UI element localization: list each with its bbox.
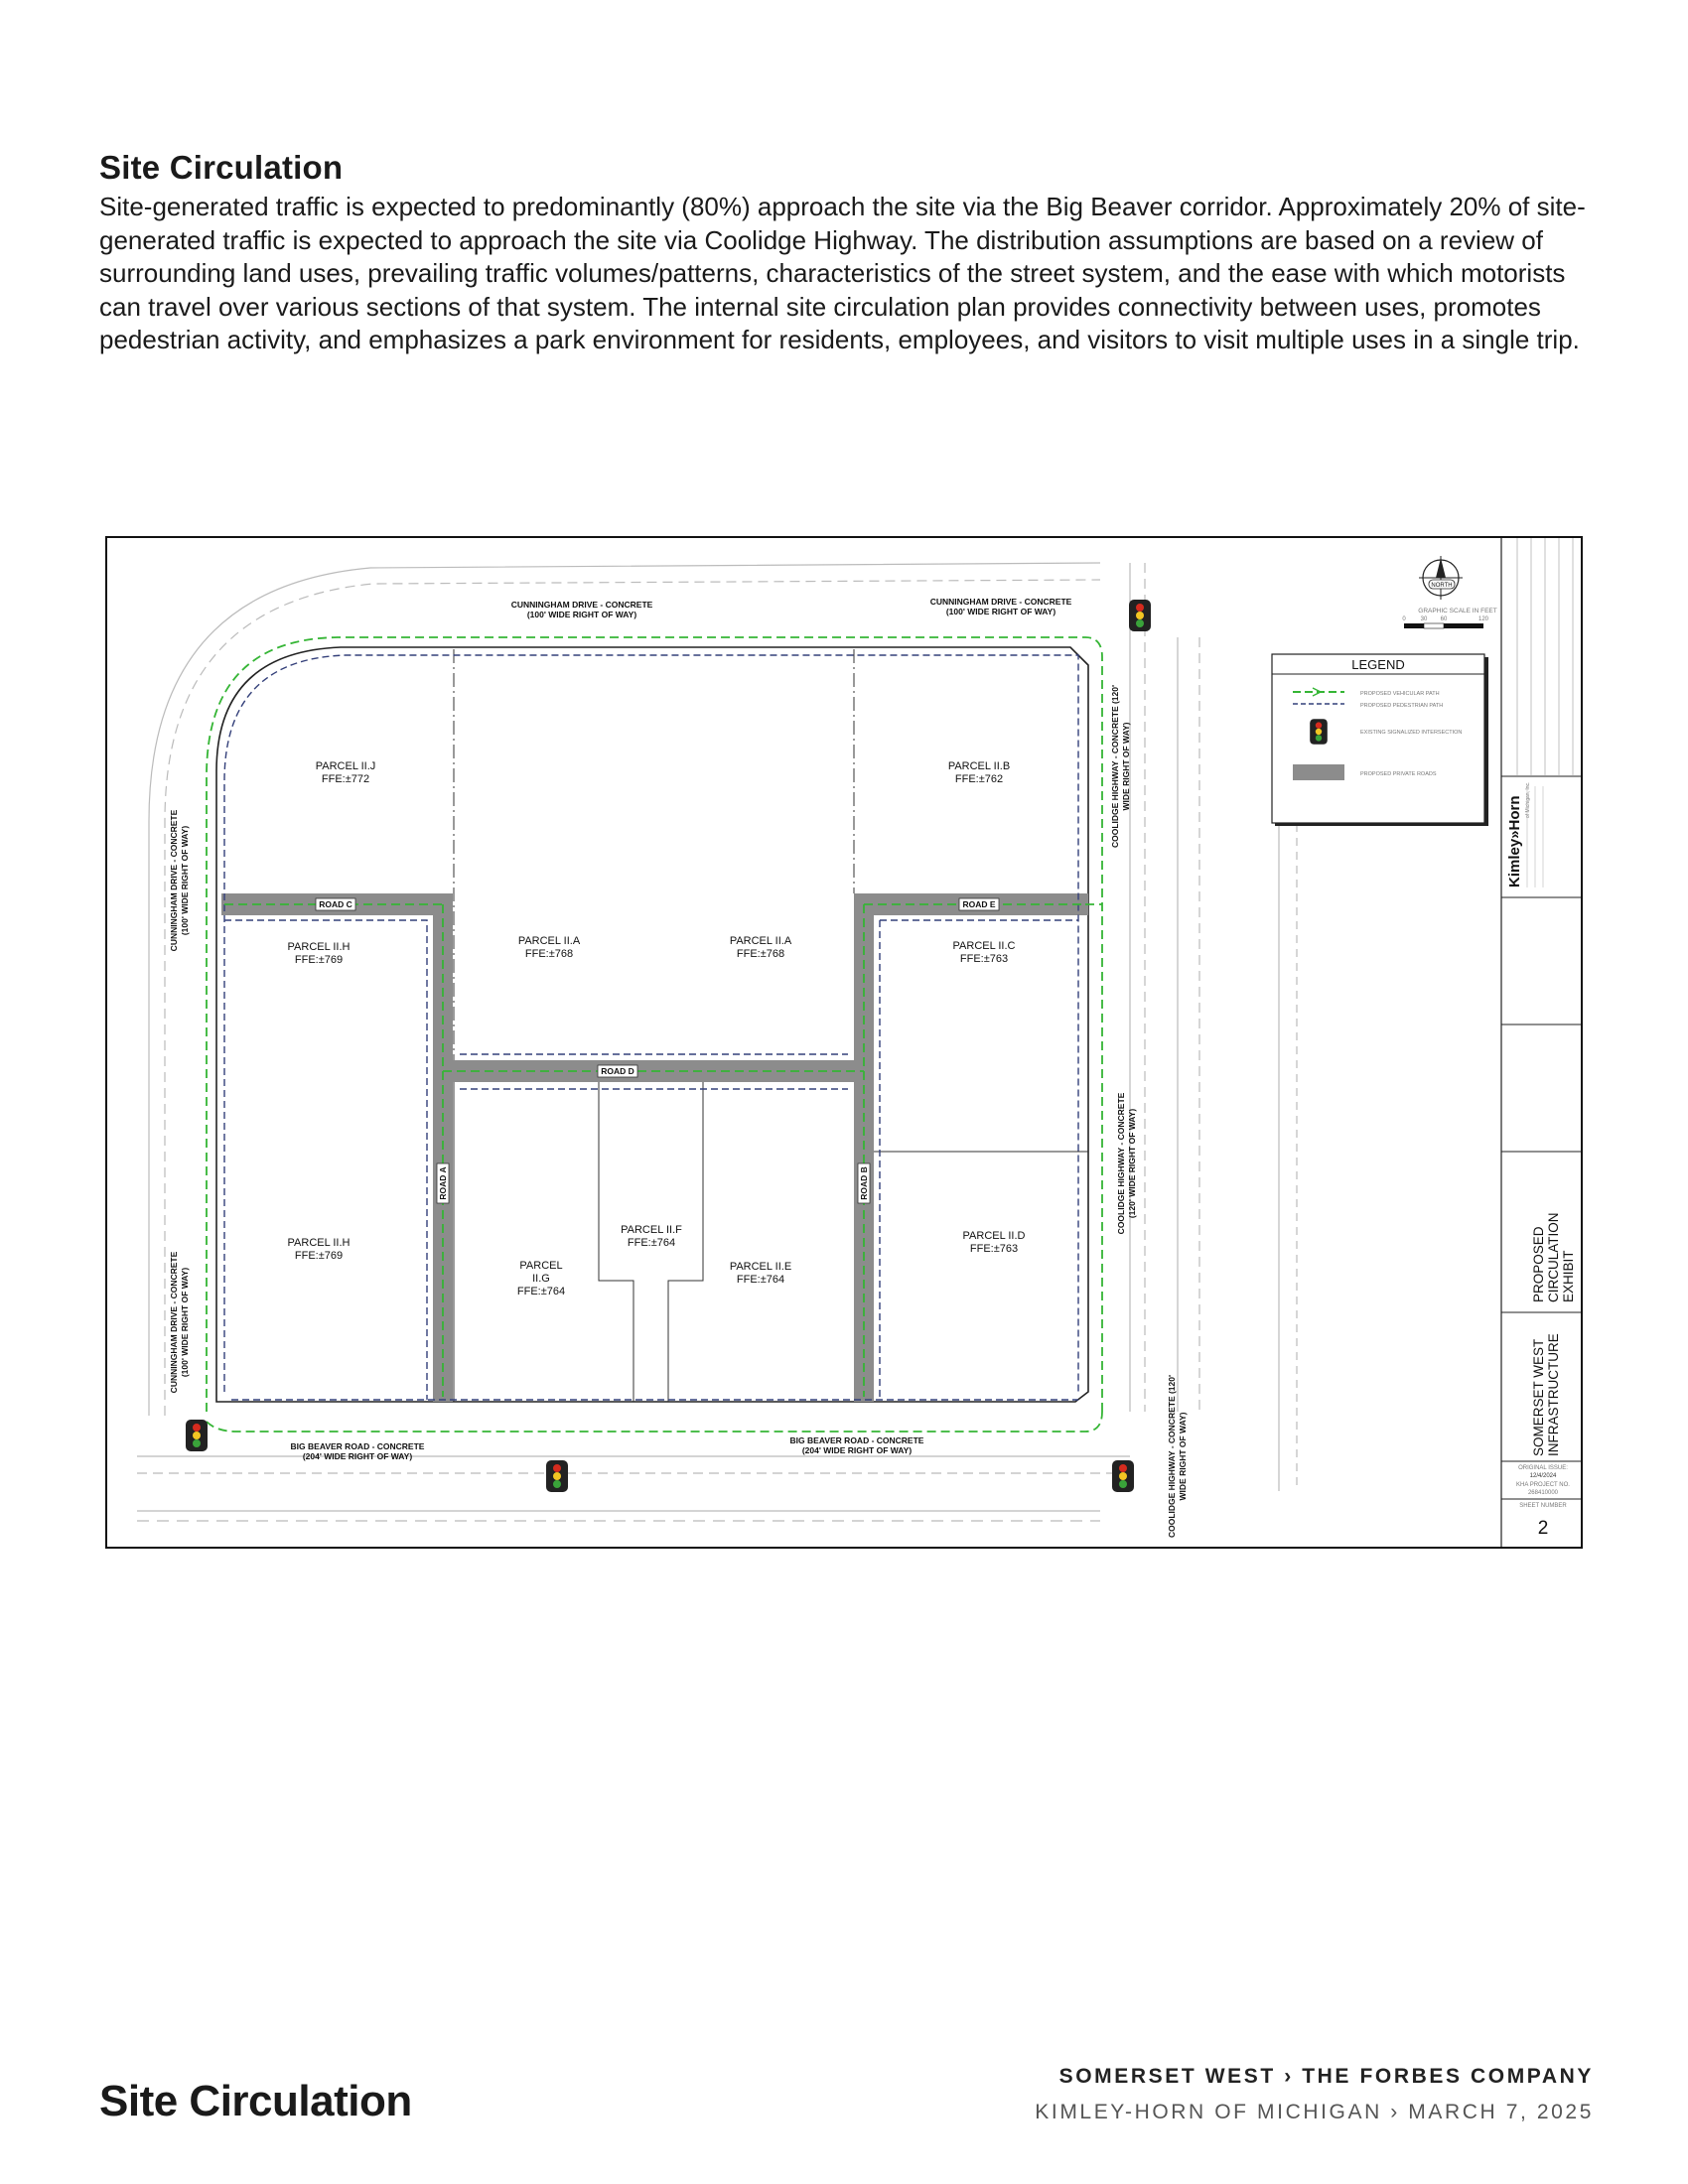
legend-item: PROPOSED PRIVATE ROADS [1360, 771, 1437, 777]
street-label: (100' WIDE RIGHT OF WAY) [945, 607, 1056, 616]
street-label: COOLIDGE HIGHWAY - CONCRETE (120' [1167, 1374, 1177, 1539]
svg-text:PARCEL II.A: PARCEL II.A [517, 935, 581, 947]
svg-text:PARCEL II.E: PARCEL II.E [729, 1261, 792, 1273]
street-label: BIG BEAVER ROAD - CONCRETE [789, 1435, 924, 1445]
svg-text:FFE:±772: FFE:±772 [321, 773, 370, 785]
private-roads [221, 893, 1088, 1402]
parcel-label-h [288, 941, 351, 966]
footer-title: Site Circulation [99, 2077, 412, 2125]
svg-text:PARCEL II.F: PARCEL II.F [621, 1224, 682, 1236]
traffic-signal-icon [1112, 1460, 1134, 1492]
svg-text:PARCEL II.H: PARCEL II.H [287, 1237, 351, 1249]
svg-text:FFE:±769: FFE:±769 [294, 1250, 344, 1262]
parcel-label-a [518, 935, 581, 960]
traffic-signal-icon [1129, 600, 1151, 631]
parcel-label-j [316, 760, 376, 785]
svg-text:FFE:±764: FFE:±764 [736, 1274, 785, 1286]
svg-text:60: 60 [1440, 616, 1448, 622]
traffic-signal-icon [186, 1420, 208, 1451]
svg-text:PARCEL II.A: PARCEL II.A [729, 935, 792, 947]
svg-text:PARCEL II.B: PARCEL II.B [947, 760, 1011, 772]
street-label: CUNNINGHAM DRIVE - CONCRETE [929, 597, 1072, 607]
drawing-title: PROPOSED [1531, 1226, 1546, 1302]
road-c-label [316, 898, 355, 910]
site-plan-drawing [105, 536, 1583, 1549]
street-label: COOLIDGE HIGHWAY - CONCRETE (120' [1110, 684, 1120, 849]
title-block [1501, 538, 1583, 1549]
parcel-label-a [730, 935, 792, 960]
street-label: CUNNINGHAM DRIVE - CONCRETE [169, 809, 179, 952]
drawing-title: EXHIBIT [1561, 1250, 1576, 1302]
svg-text:PARCEL II.D: PARCEL II.D [962, 1230, 1026, 1242]
legend [1272, 654, 1488, 826]
svg-text:30: 30 [1420, 616, 1428, 622]
parcel-label-b [948, 760, 1010, 785]
road-e-label [959, 898, 999, 910]
legend-item: EXISTING SIGNALIZED INTERSECTION [1360, 730, 1463, 736]
svg-text:12/4/2024: 12/4/2024 [1529, 1473, 1557, 1479]
private-road-swatch [1293, 764, 1344, 780]
project-title: INFRASTRUCTURE [1546, 1333, 1561, 1456]
project-title: SOMERSET WEST [1531, 1338, 1546, 1456]
svg-text:FFE:±764: FFE:±764 [627, 1237, 676, 1249]
legend-title: LEGEND [1351, 657, 1405, 672]
parcel-label-f [621, 1224, 682, 1249]
traffic-signal-icon [1310, 719, 1328, 745]
road-b-label [858, 1163, 870, 1203]
svg-text:120: 120 [1477, 616, 1489, 622]
street-label: COOLIDGE HIGHWAY - CONCRETE [1116, 1092, 1126, 1235]
street-label: CUNNINGHAM DRIVE - CONCRETE [510, 600, 653, 610]
svg-text:ROAD D: ROAD D [601, 1066, 634, 1076]
section-title: Site Circulation [99, 149, 344, 186]
street-label: (100' WIDE RIGHT OF WAY) [180, 825, 190, 936]
svg-text:FFE:±763: FFE:±763 [969, 1243, 1019, 1255]
graphic-scale [1402, 608, 1496, 628]
parcel-label-c [953, 940, 1016, 965]
street-label: (100' WIDE RIGHT OF WAY) [180, 1267, 190, 1378]
footer-project-line: SOMERSET WEST › THE FORBES COMPANY [1058, 2065, 1594, 2088]
sheet-number: 2 [1537, 1518, 1549, 1539]
svg-text:KHA PROJECT NO.: KHA PROJECT NO. [1516, 1482, 1570, 1488]
road-d-label [598, 1065, 637, 1077]
parcel-label-g [517, 1260, 565, 1297]
footer-firm-date-line: KIMLEY-HORN OF MICHIGAN › MARCH 7, 2025 [1035, 2101, 1594, 2123]
street-label: WIDE RIGHT OF WAY) [1121, 722, 1131, 811]
svg-text:0: 0 [1402, 616, 1406, 622]
street-label: (100' WIDE RIGHT OF WAY) [526, 610, 637, 619]
svg-text:ROAD C: ROAD C [319, 899, 352, 909]
vehicular-path [207, 637, 1102, 1432]
svg-text:FFE:±763: FFE:±763 [959, 953, 1009, 965]
street-label: BIG BEAVER ROAD - CONCRETE [290, 1441, 425, 1451]
parcel-label-e [730, 1261, 791, 1286]
svg-text:FFE:±769: FFE:±769 [294, 954, 344, 966]
existing-street-linework [137, 563, 1297, 1521]
svg-text:PARCEL II.J: PARCEL II.J [315, 760, 376, 772]
north-arrow-icon [1419, 556, 1463, 600]
svg-text:FFE:±762: FFE:±762 [954, 773, 1004, 785]
svg-text:ORIGINAL ISSUE:: ORIGINAL ISSUE: [1518, 1465, 1568, 1471]
svg-text:FFE:±764: FFE:±764 [516, 1286, 566, 1297]
street-label: (204' WIDE RIGHT OF WAY) [801, 1445, 913, 1455]
svg-text:FFE:±768: FFE:±768 [736, 948, 785, 960]
svg-text:PARCEL II.H: PARCEL II.H [287, 941, 351, 953]
street-label: WIDE RIGHT OF WAY) [1178, 1412, 1188, 1501]
svg-text:GRAPHIC SCALE IN FEET: GRAPHIC SCALE IN FEET [1418, 608, 1497, 614]
svg-text:PARCEL: PARCEL [519, 1260, 563, 1272]
street-label: (204' WIDE RIGHT OF WAY) [302, 1451, 413, 1461]
svg-text:SHEET NUMBER: SHEET NUMBER [1519, 1503, 1567, 1509]
svg-text:ROAD E: ROAD E [962, 899, 996, 909]
svg-text:II.G: II.G [532, 1273, 550, 1285]
svg-text:PARCEL II.C: PARCEL II.C [952, 940, 1016, 952]
svg-text:of Michigan, Inc.: of Michigan, Inc. [1525, 781, 1531, 818]
footer-credits [1035, 2065, 1594, 2124]
parcel-label-h [288, 1237, 351, 1262]
svg-text:ROAD B: ROAD B [859, 1166, 869, 1200]
intro-paragraph: Site-generated traffic is expected to predominantly (80%) approach the site via the Big Beaver corridor. Approximately 20% of site-generated traffic is expected to approach the site via Coolidge Highway. The distribution assumptions are based on a review of surrounding land uses, prevailing traffic volumes/patterns, characteristics of the street system, and the ease with which motorists can travel over various sections of that system. The internal site circulation plan provides connectivity between uses, promotes pedestrian activity, and emphasizes a park environment for residents, employees, and visitors to visit multiple uses in a single trip. [99, 192, 1586, 354]
legend-item: PROPOSED VEHICULAR PATH [1360, 691, 1440, 697]
drawing-title: CIRCULATION [1546, 1212, 1561, 1302]
svg-text:NORTH: NORTH [1431, 583, 1453, 589]
legend-item: PROPOSED PEDESTRIAN PATH [1360, 703, 1444, 709]
svg-text:ROAD A: ROAD A [438, 1166, 448, 1200]
street-label: CUNNINGHAM DRIVE - CONCRETE [169, 1251, 179, 1394]
road-a-label [437, 1163, 449, 1203]
street-label: (120' WIDE RIGHT OF WAY) [1127, 1108, 1137, 1219]
firm-logo: Kimley»Horn [1506, 795, 1523, 887]
parcel-label-d [963, 1230, 1026, 1255]
svg-text:FFE:±768: FFE:±768 [524, 948, 574, 960]
svg-text:268410000: 268410000 [1527, 1490, 1559, 1496]
traffic-signal-icon [546, 1460, 568, 1492]
